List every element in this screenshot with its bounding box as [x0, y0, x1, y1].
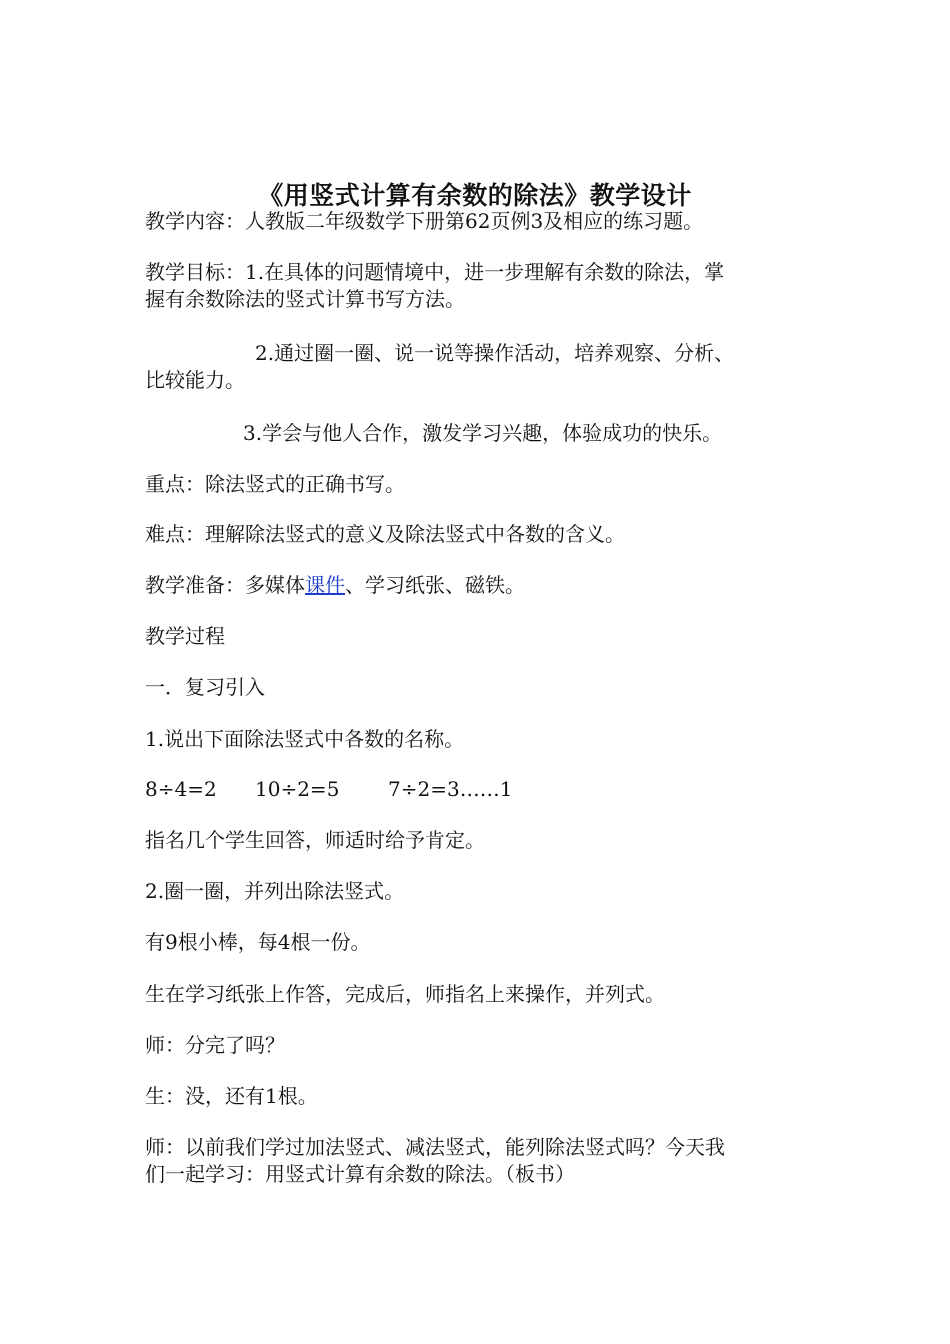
prep-prefix: 教学准备：多媒体	[145, 573, 305, 597]
goal-1-line-1: 教学目标：1.在具体的问题情境中，进一步理解有余数的除法，掌	[145, 260, 725, 284]
goal-3: 3.学会与他人合作，激发学习兴趣，体验成功的快乐。	[243, 421, 723, 445]
prep-suffix: 、学习纸张、磁铁。	[345, 573, 525, 597]
difficulty: 难点：理解除法竖式的意义及除法竖式中各数的含义。	[145, 522, 625, 546]
equation-3: 7÷2=3……1	[388, 777, 513, 801]
question-1: 1.说出下面除法竖式中各数的名称。	[145, 727, 465, 751]
key-point: 重点：除法竖式的正确书写。	[145, 472, 405, 496]
question-2: 2.圈一圈，并列出除法竖式。	[145, 879, 405, 903]
goal-2-line-2: 比较能力。	[145, 368, 245, 392]
equation-1: 8÷4=2	[145, 777, 217, 801]
dialog-student-1: 生：没，还有1根。	[145, 1084, 318, 1108]
document-title: 《用竖式计算有余数的除法》教学设计	[258, 181, 692, 210]
dialog-teacher-1: 师：分完了吗？	[145, 1033, 285, 1057]
question-1-note: 指名几个学生回答，师适时给予肯定。	[145, 828, 485, 852]
dialog-teacher-2-line-2: 们一起学习：用竖式计算有余数的除法。（板书）	[145, 1162, 575, 1186]
equations-row	[145, 776, 512, 802]
equation-2: 10÷2=5	[255, 777, 340, 801]
goal-1-line-2: 握有余数除法的竖式计算书写方法。	[145, 287, 465, 311]
question-2-detail: 有9根小棒，每4根一份。	[145, 930, 371, 954]
process-heading: 教学过程	[145, 624, 225, 648]
question-2-note: 生在学习纸张上作答，完成后，师指名上来操作，并列式。	[145, 982, 665, 1006]
teaching-content: 教学内容：人教版二年级数学下册第62页例3及相应的练习题。	[145, 209, 704, 233]
section-1-heading: 一．复习引入	[145, 675, 265, 699]
goal-2-line-1: 2.通过圈一圈、说一说等操作活动，培养观察、分析、	[255, 341, 735, 365]
dialog-teacher-2-line-1: 师：以前我们学过加法竖式、减法竖式，能列除法竖式吗？今天我	[145, 1135, 725, 1159]
teaching-preparation	[145, 572, 525, 598]
courseware-link[interactable]: 课件	[305, 573, 345, 597]
